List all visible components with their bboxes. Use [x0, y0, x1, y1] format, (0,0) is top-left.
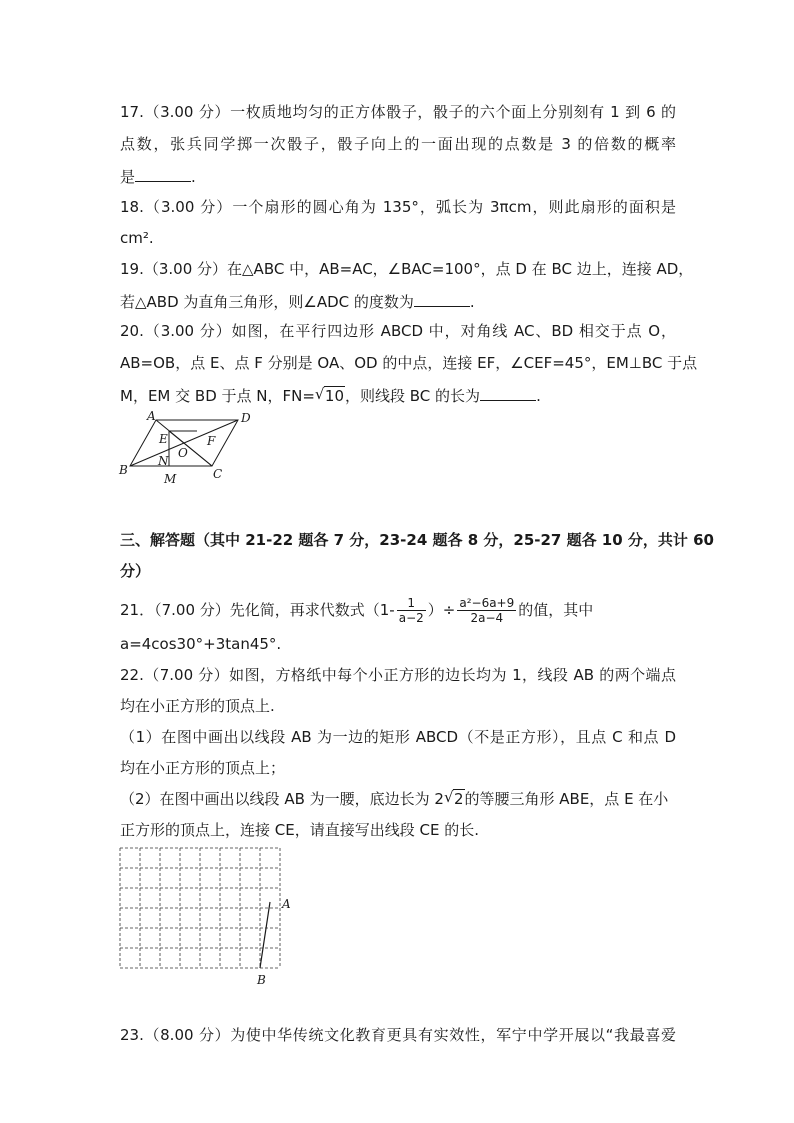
q17-line-3 — [120, 165, 676, 187]
q21-prefix: 21．（7.00 分）先化简，再求代数式（1- — [120, 601, 395, 619]
q17-line-2: 点数，张兵同学掷一次骰子，骰子向上的一面出现的点数是 3 的倍数的概率 — [120, 135, 676, 153]
q19-text: 若△ABD 为直角三角形，则∠ADC 的度数为 — [120, 293, 414, 311]
fraction-2-denominator: 2a−4 — [470, 610, 504, 625]
label-m: M — [164, 472, 177, 486]
label-f: F — [207, 434, 216, 448]
sqrt-10 — [315, 386, 345, 406]
sqrt-2 — [444, 789, 465, 809]
label-o: O — [178, 446, 188, 460]
q20-line-1: 20.（3.00 分）如图，在平行四边形 ABCD 中，对角线 AC、BD 相交于点 O， — [120, 322, 676, 340]
label-e: E — [159, 432, 168, 446]
q20-end: . — [536, 387, 541, 405]
q22-line-1: 22.（7.00 分）如图，方格纸中每个小正方形的边长均为 1，线段 AB 的两个端点 — [120, 666, 676, 684]
q21-mid: ）÷ — [427, 601, 456, 619]
q22-text-b: 的等腰三角形 ABE，点 E 在小 — [464, 790, 669, 808]
label-b: B — [257, 973, 266, 986]
radical-sign: √ — [314, 385, 325, 403]
q19-line-2 — [120, 290, 676, 312]
radicand: 2 — [453, 790, 464, 808]
fraction-2 — [457, 596, 516, 625]
q20-line-2: AB=OB，点 E、点 F 分别是 OA、OD 的中点，连接 EF，∠CEF=45°，EM⊥BC 于点 — [120, 354, 698, 372]
q17-end: . — [191, 168, 196, 186]
segment-ab — [260, 902, 270, 968]
q21-line-1 — [120, 593, 676, 627]
radicand: 10 — [324, 387, 345, 405]
fraction-1-denominator: a−2 — [398, 610, 424, 625]
q22-line-5 — [120, 789, 676, 809]
q22-line-2: 均在小正方形的顶点上. — [120, 697, 275, 715]
q22-text-a: （2）在图中画出以线段 AB 为一腰，底边长为 2 — [120, 790, 444, 808]
section-3-title-line-2: 分） — [120, 562, 151, 580]
q21-expression — [120, 596, 593, 625]
label-n: N — [158, 454, 169, 468]
q22-line-6: 正方形的顶点上，连接 CE，请直接写出线段 CE 的长. — [120, 821, 479, 839]
segment-ce — [169, 431, 212, 466]
q18-line-2: cm². — [120, 229, 154, 247]
fraction-1 — [397, 596, 426, 625]
section-3-title-line-1: 三、解答题（其中 21-22 题各 7 分，23-24 题各 8 分，25-27 题各 10 分，共计 60 — [120, 531, 714, 549]
q23-line-1: 23.（8.00 分）为使中华传统文化教育更具有实效性，军宁中学开展以“我最喜爱 — [120, 1026, 676, 1044]
q20-text-b: ，则线段 BC 的长为 — [345, 387, 481, 405]
label-a: A — [282, 897, 291, 911]
q21-line-2: a=4cos30°+3tan45°. — [120, 635, 282, 653]
q22-line-4: 均在小正方形的顶点上； — [120, 759, 286, 777]
parallelogram-figure — [114, 408, 264, 488]
answer-blank — [414, 290, 470, 307]
q20-line-3 — [120, 384, 676, 406]
label-b: B — [119, 463, 128, 477]
q19-line-1: 19.（3.00 分）在△ABC 中，AB=AC，∠BAC=100°，点 D 在 BC 边上，连接 AD， — [120, 260, 694, 278]
q19-end: . — [469, 293, 475, 311]
q18-line-1: 18.（3.00 分）一个扇形的圆心角为 135°，弧长为 3πcm，则此扇形的面积是 — [120, 198, 676, 216]
label-d: D — [241, 411, 251, 425]
label-c: C — [213, 467, 223, 481]
radical-sign: √ — [443, 788, 454, 806]
label-a: A — [147, 409, 156, 423]
fraction-1-numerator: 1 — [397, 596, 426, 611]
q22-line-3: （1）在图中画出以线段 AB 为一边的矩形 ABCD（不是正方形），且点 C 和点 D — [120, 728, 676, 746]
fraction-2-numerator: a²−6a+9 — [459, 595, 515, 610]
answer-blank — [480, 384, 536, 401]
q17-line-1: 17.（3.00 分）一枚质地均匀的正方体骰子，骰子的六个面上分别刻有 1 到 6 的 — [120, 103, 676, 121]
dashed-grid — [120, 848, 280, 968]
q17-text: 是 — [120, 168, 136, 186]
answer-blank — [135, 165, 191, 182]
grid-figure — [118, 846, 298, 986]
q20-text-a: M，EM 交 BD 于点 N，FN= — [120, 387, 315, 405]
q21-suffix: 的值，其中 — [518, 601, 594, 619]
